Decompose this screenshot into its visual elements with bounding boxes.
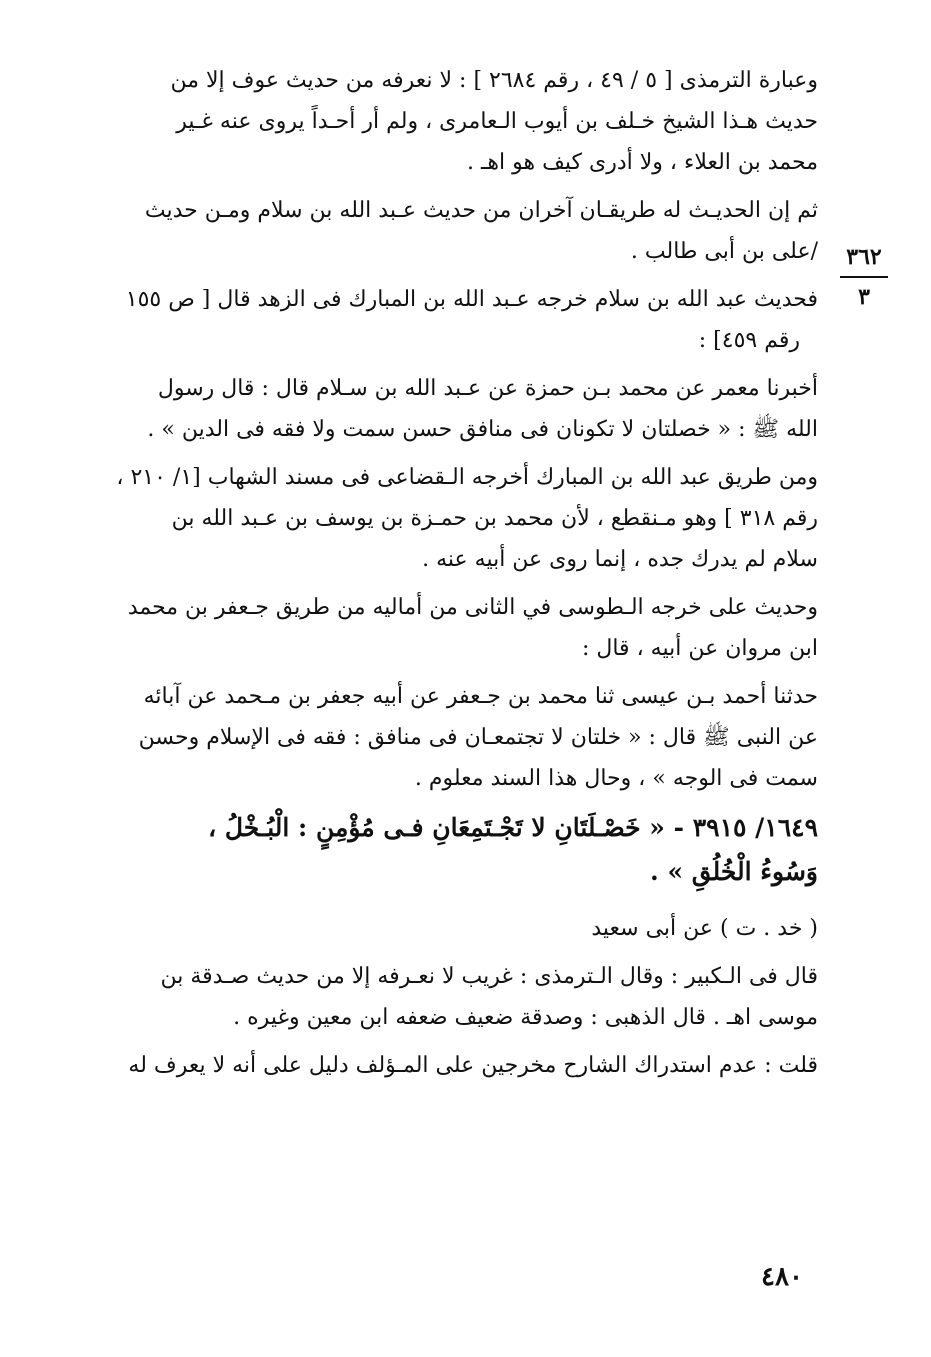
text-line: حدثنا أحمد بـن عيسى ثنا محمد بن جـعفر عن أبيه جعفر بن مـحمد عن آبائه bbox=[143, 684, 818, 709]
hadith-entry bbox=[112, 806, 818, 894]
paragraph-qultu bbox=[112, 1045, 818, 1086]
margin-ref-page: ٣٦٢ bbox=[846, 244, 882, 270]
text-line: الله ﷺ : « خصلتان لا تكونان فى منافق حسن سمت ولا فقه فى الدين » . bbox=[147, 417, 818, 442]
text-line: /على بن أبى طالب . bbox=[630, 239, 818, 264]
hadith-text-line: وَسُوءُ الْخُلُقِ » . bbox=[650, 857, 818, 886]
text-line: موسى اهـ . قال الذهبى : وصدقة ضعيف ضعفه ابن معين وغيره . bbox=[233, 1005, 818, 1030]
hadith-text-line: ١٦٤٩/ ٣٩١٥ - « خَصْـلَتَانِ لا تَجْـتَمِعَانِ فـى مُؤْمِنٍ : الْبُـخْلُ ، bbox=[208, 813, 818, 842]
margin-ref-volume: ٣ bbox=[858, 284, 870, 310]
text-line: محمد بن العلاء ، ولا أدرى كيف هو اهـ . bbox=[467, 150, 818, 175]
margin-volume-reference bbox=[836, 242, 892, 312]
text-line: ثم إن الحديـث له طريقـان آخران من حديث عـبد الله بن سلام ومـن حديث bbox=[144, 198, 818, 223]
text-line: ابن مروان عن أبيه ، قال : bbox=[581, 636, 818, 661]
text-line: سلام لم يدرك جده ، إنما روى عن أبيه عنه . bbox=[422, 547, 818, 572]
paragraph-ali-hadith bbox=[112, 587, 818, 669]
paragraph-tirmidhi-quote bbox=[112, 60, 818, 183]
text-line: سمت فى الوجه » ، وحال هذا السند معلوم . bbox=[414, 766, 818, 791]
text-line: قال فى الـكبير : وقال الـترمذى : غريب لا نعـرفه إلا من حديث صـدقة بن bbox=[160, 964, 818, 989]
text-line: قلت : عدم استدراك الشارح مخرجين على المـؤلف دليل على أنه لا يعرف له bbox=[128, 1053, 818, 1078]
page-number: ٤٨٠ bbox=[761, 1262, 803, 1292]
hadith-source bbox=[112, 908, 818, 949]
text-line: رقم ٣١٨ ] وهو مـنقطع ، لأن محمد بن حمـزة بن يوسف بن عـبد الله بن bbox=[171, 506, 818, 531]
text-line: ( خد . ت ) عن أبى سعيد bbox=[591, 916, 818, 941]
text-column bbox=[112, 60, 818, 1093]
paragraph-mamar-narration bbox=[112, 368, 818, 450]
paragraph-qudai-route bbox=[112, 457, 818, 580]
paragraph-ahmad-narration bbox=[112, 676, 818, 799]
margin-ref-divider bbox=[840, 276, 888, 278]
text-line: وحديث على خرجه الـطوسى في الثانى من أماليه من طريق جـعفر بن محمد bbox=[127, 595, 818, 620]
text-line: ومن طريق عبد الله بن المبارك أخرجه الـقضاعى فى مسند الشهاب [١/ ٢١٠ ، bbox=[116, 465, 818, 490]
text-line: عن النبى ﷺ قال : « خلتان لا تجتمعـان فى منافق : فقه فى الإسلام وحسن bbox=[138, 725, 818, 750]
text-line: أخبرنا معمر عن محمد بـن حمزة عن عـبد الله بن سـلام قال : قال رسول bbox=[157, 376, 818, 401]
text-line: حديث هـذا الشيخ خـلف بن أيوب الـعامرى ، ولم أر أحـداً يروى عنه غـير bbox=[176, 109, 818, 134]
text-line: وعبارة الترمذى [ ٥ / ٤٩ ، رقم ٢٦٨٤ ] : لا نعرفه من حديث عوف إلا من bbox=[170, 68, 818, 93]
text-line: رقم ٤٥٩] : bbox=[698, 328, 800, 353]
paragraph-two-routes bbox=[112, 190, 818, 272]
text-line: فحديث عبد الله بن سلام خرجه عـبد الله بن المبارك فى الزهد قال [ ص ١٥٥ bbox=[125, 287, 818, 312]
paragraph-ibn-salam bbox=[112, 279, 818, 361]
paragraph-kabir-commentary bbox=[112, 956, 818, 1038]
